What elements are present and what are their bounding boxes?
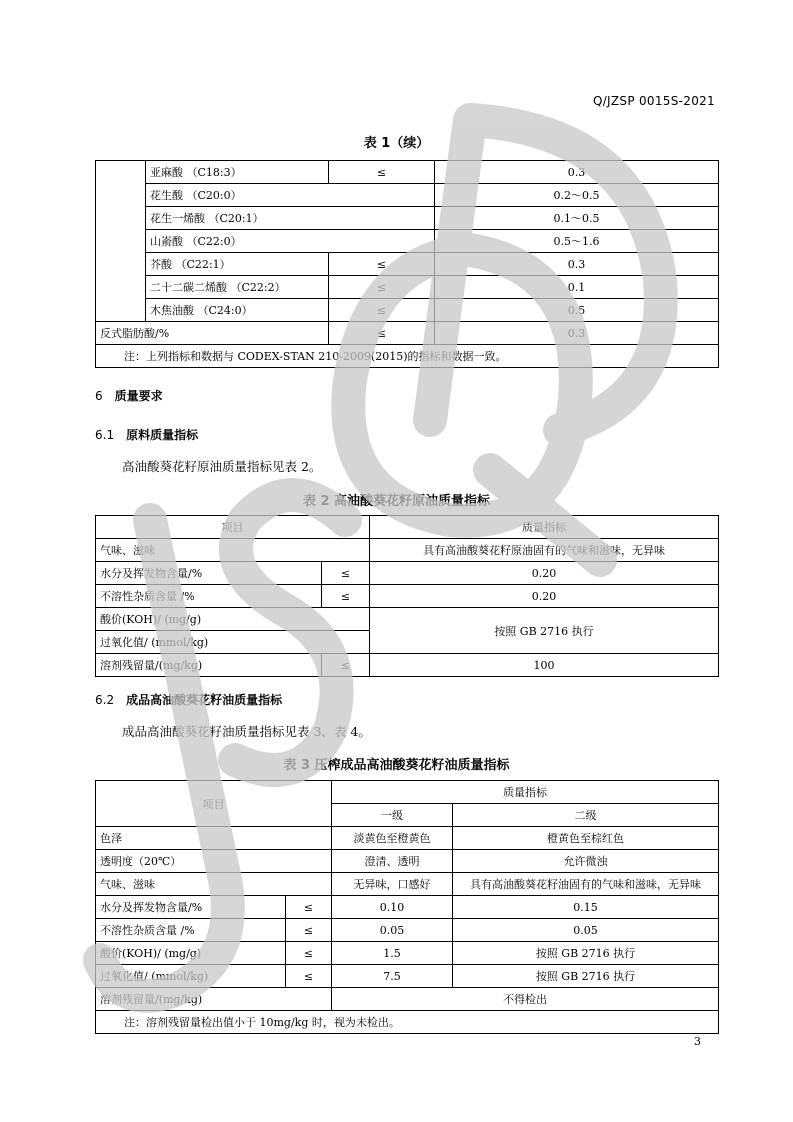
comparison-symbol: ≤ bbox=[286, 896, 332, 919]
fatty-acid-value: 0.5 bbox=[435, 299, 719, 322]
table1-row bbox=[96, 276, 719, 299]
grade2-value: 0.05 bbox=[453, 919, 719, 942]
value-header: 质量指标 bbox=[370, 516, 719, 539]
section-title: 质量要求 bbox=[114, 389, 163, 403]
table-row bbox=[96, 919, 719, 942]
section-6-2-heading bbox=[95, 691, 282, 708]
item-value: 0.20 bbox=[370, 585, 719, 608]
item-header: 项目 bbox=[96, 781, 332, 827]
fatty-acid-value: 0.5～1.6 bbox=[435, 230, 719, 253]
table-row bbox=[96, 873, 719, 896]
table3-note: 注：溶剂残留量检出值小于 10mg/kg 时，视为未检出。 bbox=[96, 1011, 719, 1034]
item-name: 气味、滋味 bbox=[96, 873, 332, 896]
item-name: 过氧化值/ (mmol/kg) bbox=[96, 631, 370, 654]
section-title: 成品高油酸葵花籽油质量指标 bbox=[126, 693, 283, 707]
item-name: 透明度（20℃） bbox=[96, 850, 332, 873]
fatty-acid-name: 山嵛酸 （C22:0） bbox=[146, 230, 435, 253]
table1-row bbox=[96, 207, 719, 230]
page-number: 3 bbox=[694, 1035, 701, 1048]
grade1-value: 7.5 bbox=[332, 965, 453, 988]
table-row bbox=[96, 585, 719, 608]
table1-row bbox=[96, 299, 719, 322]
item-value: 具有高油酸葵花籽原油固有的气味和滋味，无异味 bbox=[370, 539, 719, 562]
grade2-value: 允许微浊 bbox=[453, 850, 719, 873]
grade1-value: 1.5 bbox=[332, 942, 453, 965]
table2-header-row bbox=[96, 516, 719, 539]
fatty-acid-name: 花生酸 （C20:0） bbox=[146, 184, 435, 207]
table2-title: 表 2 高油酸葵花籽原油质量指标 bbox=[302, 494, 491, 509]
grade1-value: 淡黄色至橙黄色 bbox=[332, 827, 453, 850]
comparison-symbol: ≤ bbox=[322, 585, 370, 608]
section-number: 6.2 bbox=[95, 693, 115, 707]
comparison-symbol: ≤ bbox=[329, 253, 435, 276]
grade1-value: 无异味，口感好 bbox=[332, 873, 453, 896]
fatty-acid-value: 0.3 bbox=[435, 161, 719, 184]
comparison-symbol: ≤ bbox=[286, 919, 332, 942]
grade1-value: 0.05 bbox=[332, 919, 453, 942]
grade2-value: 具有高油酸葵花籽油固有的气味和滋味，无异味 bbox=[453, 873, 719, 896]
table-row bbox=[96, 942, 719, 965]
section-6-1-paragraph: 高油酸葵花籽原油质量指标见表 2。 bbox=[122, 459, 322, 474]
table3-header-row bbox=[96, 781, 719, 804]
table1-title: 表 1（续） bbox=[363, 136, 430, 151]
table-row bbox=[96, 539, 719, 562]
item-name: 酸价(KOH)/ (mg/g) bbox=[96, 942, 286, 965]
value-header: 质量指标 bbox=[332, 781, 719, 804]
fatty-acid-value: 0.2～0.5 bbox=[435, 184, 719, 207]
section-title: 原料质量指标 bbox=[126, 428, 199, 442]
comparison-symbol: ≤ bbox=[329, 322, 435, 345]
fatty-acid-name: 亚麻酸 （C18:3） bbox=[146, 161, 329, 184]
table3-title: 表 3 压榨成品高油酸葵花籽油质量指标 bbox=[283, 758, 510, 773]
table1-blank-cell bbox=[96, 161, 146, 322]
fatty-acid-value: 0.1～0.5 bbox=[435, 207, 719, 230]
fatty-acid-name: 二十二碳二烯酸 （C22:2） bbox=[146, 276, 329, 299]
table1-row bbox=[96, 253, 719, 276]
item-value: 0.20 bbox=[370, 562, 719, 585]
item-name: 溶剂残留量/(mg/kg) bbox=[96, 654, 322, 677]
grade1-value: 0.10 bbox=[332, 896, 453, 919]
table1-row bbox=[96, 230, 719, 253]
comparison-symbol: ≤ bbox=[329, 276, 435, 299]
section-6-1-heading bbox=[95, 426, 198, 443]
item-value: 不得检出 bbox=[332, 988, 719, 1011]
grade1-header: 一级 bbox=[332, 804, 453, 827]
item-value: 按照 GB 2716 执行 bbox=[370, 608, 719, 654]
table-row bbox=[96, 965, 719, 988]
item-name: 不溶性杂质含量 /% bbox=[96, 585, 322, 608]
table2 bbox=[95, 515, 719, 677]
fatty-acid-name: 木焦油酸 （C24:0） bbox=[146, 299, 329, 322]
table-row bbox=[96, 827, 719, 850]
comparison-symbol: ≤ bbox=[286, 942, 332, 965]
fatty-acid-name: 芥酸 （C22:1） bbox=[146, 253, 329, 276]
section-number: 6.1 bbox=[95, 428, 115, 442]
standard-code: Q/JZSP 0015S-2021 bbox=[592, 94, 715, 108]
comparison-symbol: ≤ bbox=[329, 299, 435, 322]
grade2-value: 0.15 bbox=[453, 896, 719, 919]
table1-row bbox=[96, 161, 719, 184]
table-row bbox=[96, 562, 719, 585]
item-name: 过氧化值/ (mmol/kg) bbox=[96, 965, 286, 988]
comparison-symbol: ≤ bbox=[322, 654, 370, 677]
item-name: 水分及挥发物含量/% bbox=[96, 562, 322, 585]
grade2-header: 二级 bbox=[453, 804, 719, 827]
item-name: 气味、滋味 bbox=[96, 539, 370, 562]
fatty-acid-name: 花生一烯酸 （C20:1） bbox=[146, 207, 435, 230]
table3-note-row bbox=[96, 1011, 719, 1034]
fatty-acid-value: 0.3 bbox=[435, 253, 719, 276]
section-6-2-paragraph: 成品高油酸葵花籽油质量指标见表 3、表 4。 bbox=[122, 724, 371, 739]
table-row bbox=[96, 896, 719, 919]
comparison-symbol: ≤ bbox=[322, 562, 370, 585]
comparison-symbol: ≤ bbox=[329, 161, 435, 184]
item-header: 项目 bbox=[96, 516, 370, 539]
grade2-value: 橙黄色至棕红色 bbox=[453, 827, 719, 850]
table-row bbox=[96, 850, 719, 873]
table3 bbox=[95, 780, 719, 1034]
table1-note: 注：上列指标和数据与 CODEX-STAN 210-2009(2015)的指标和数据一致。 bbox=[96, 345, 719, 368]
trans-fat-value: 0.3 bbox=[435, 322, 719, 345]
section-6-heading bbox=[95, 387, 163, 404]
fatty-acid-value: 0.1 bbox=[435, 276, 719, 299]
item-name: 酸价(KOH)/ (mg/g) bbox=[96, 608, 370, 631]
item-value: 100 bbox=[370, 654, 719, 677]
table1-row bbox=[96, 322, 719, 345]
table-row bbox=[96, 988, 719, 1011]
table1 bbox=[95, 160, 719, 368]
item-name: 水分及挥发物含量/% bbox=[96, 896, 286, 919]
trans-fat-name: 反式脂肪酸/% bbox=[96, 322, 329, 345]
table-row bbox=[96, 608, 719, 631]
section-number: 6 bbox=[95, 389, 103, 403]
item-name: 不溶性杂质含量 /% bbox=[96, 919, 286, 942]
grade2-value: 按照 GB 2716 执行 bbox=[453, 942, 719, 965]
item-name: 溶剂残留量/(mg/kg) bbox=[96, 988, 332, 1011]
grade1-value: 澄清、透明 bbox=[332, 850, 453, 873]
table1-row bbox=[96, 184, 719, 207]
table-row bbox=[96, 654, 719, 677]
comparison-symbol: ≤ bbox=[286, 965, 332, 988]
item-name: 色泽 bbox=[96, 827, 332, 850]
table1-note-row bbox=[96, 345, 719, 368]
grade2-value: 按照 GB 2716 执行 bbox=[453, 965, 719, 988]
